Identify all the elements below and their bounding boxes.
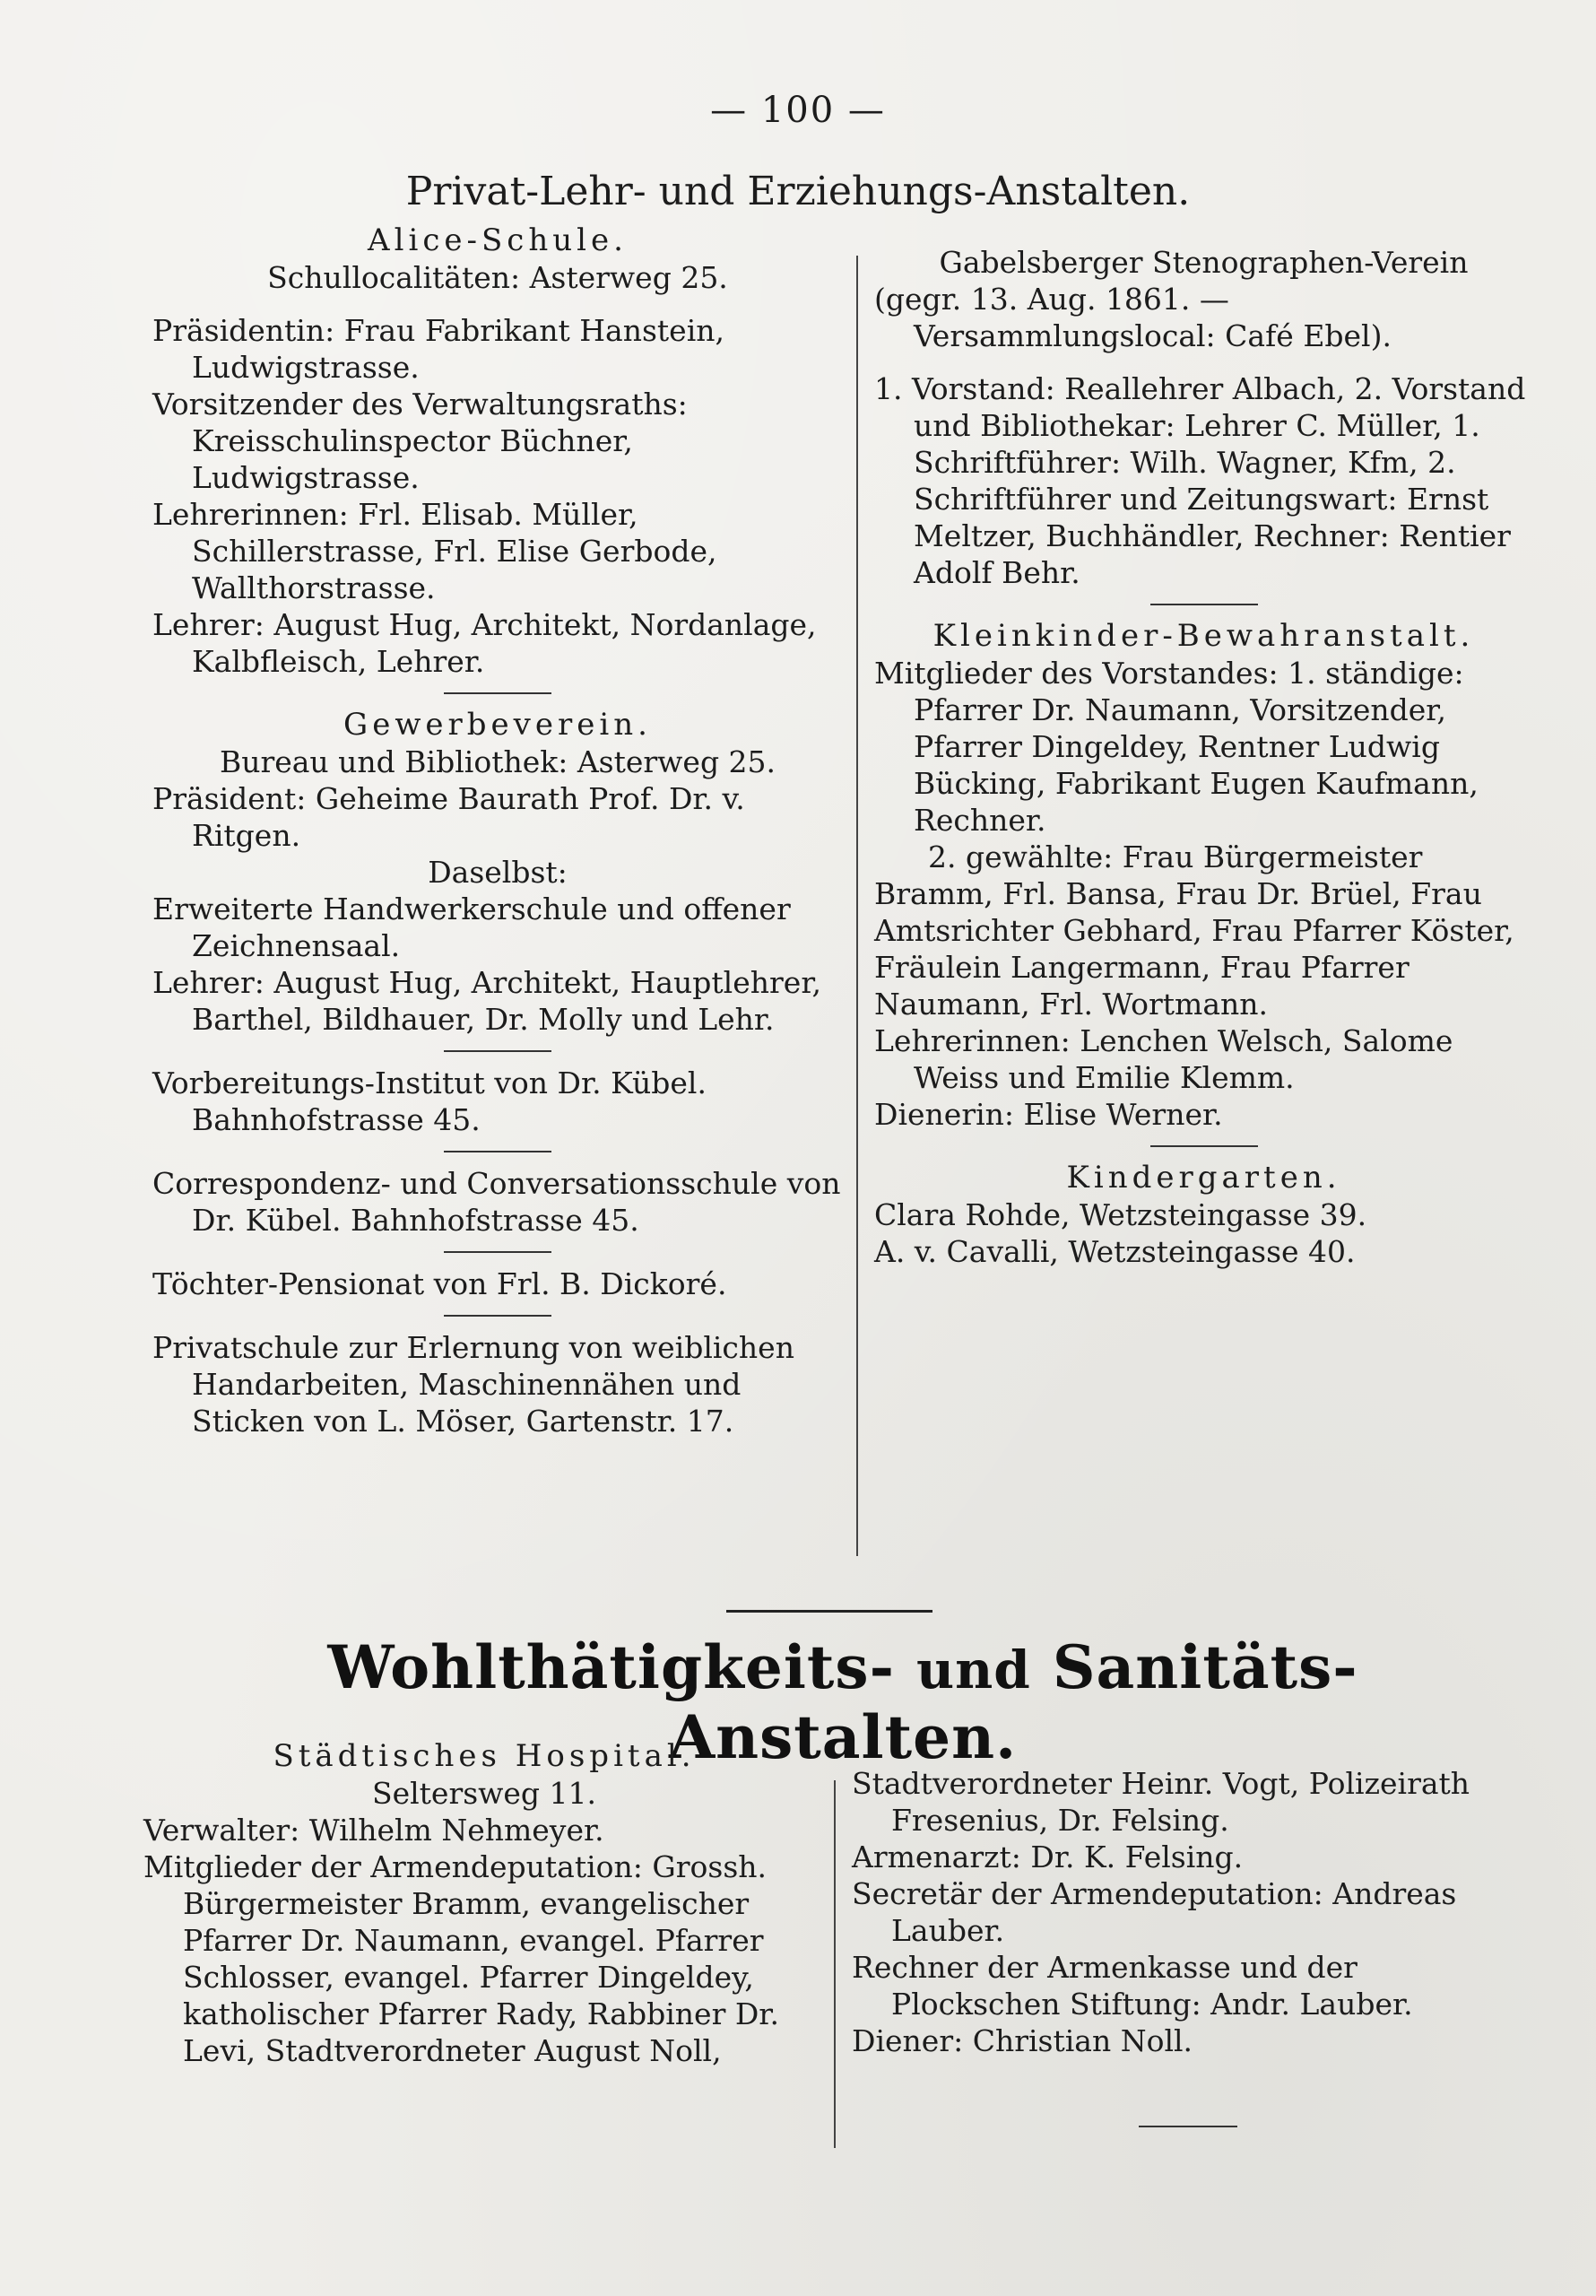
column-divider (834, 1780, 836, 2148)
welfare-secretary: Secretär der Armendeputation: Andreas Lauber. (852, 1876, 1457, 1948)
welfare-continuation: Stadtverordneter Heinr. Vogt, Polizeirath Fresenius, Dr. Felsing. (852, 1766, 1470, 1838)
gabelsberger-board: 1. Vorstand: Reallehrer Albach, 2. Vorstand und Bibliothekar: Lehrer C. Müller, 1. Schriftführer: Wilh. Wagner, Kfm, 2. Schriftführer und Zeitungswart: Ernst Meltzer, Buchhändler, Rechner: Rentier Adolf Behr. (874, 371, 1526, 590)
right-column-welfare (852, 1765, 1515, 2059)
separator (444, 1315, 551, 1317)
right-column-education (874, 244, 1533, 1270)
alice-heading: Alice-Schule. (368, 222, 628, 258)
welfare-doctor: Armenarzt: Dr. K. Felsing. (852, 1839, 1244, 1874)
section-separator (726, 1610, 932, 1613)
gewerbe-bureau: Bureau und Bibliothek: Asterweg 25. (219, 744, 776, 779)
kleinkinder-heading: Kleinkinder-Bewahranstalt. (932, 618, 1475, 654)
separator (1139, 2126, 1237, 2127)
kleinkinder-members-1: Mitglieder des Vorstandes: 1. ständige: Pfarrer Dr. Naumann, Vorsitzender, Pfarrer Dingeldey, Rentner Ludwig Bücking, Fabrikant Eugen Kaufmann, Rechner. (874, 656, 1479, 838)
left-column-welfare (143, 1738, 825, 2069)
kleinkinder-teachers: Lehrerinnen: Lenchen Welsch, Salome Weiss und Emilie Klemm. (874, 1023, 1453, 1095)
separator (444, 1151, 551, 1152)
left-column-education (152, 222, 843, 1439)
spacer (152, 296, 843, 312)
separator (1150, 604, 1258, 605)
welfare-cashier: Rechner der Armenkasse und der Plockschen Stiftung: Andr. Lauber. (852, 1950, 1413, 2022)
column-divider (856, 256, 858, 1556)
section-title-education: Privat-Lehr- und Erziehungs-Anstalten. (405, 169, 1191, 214)
spacer (874, 354, 1533, 370)
hospital-members: Mitglieder der Armendeputation: Grossh. Bürgermeister Bramm, evangelischer Pfarrer Dr. Naumann, evangel. Pfarrer Schlosser, evangel. Pfarrer Dingeldey, katholischer Pfarrer Rady, Rabbiner Dr. Levi, Stadtverordneter August Noll, (143, 1849, 779, 2068)
alice-teachers-female: Lehrerinnen: Frl. Elisab. Müller, Schillerstrasse, Frl. Elise Gerbode, Wallthorstrasse. (152, 497, 717, 605)
hospital-heading: Städtisches Hospital. (273, 1738, 696, 1774)
hospital-admin: Verwalter: Wilhelm Nehmeyer. (143, 1813, 604, 1848)
welfare-title-part-a: Wohlthätigkeits- (327, 1632, 895, 1702)
gewerbe-school: Erweiterte Handwerkerschule und offener Zeichnensaal. (152, 891, 791, 963)
privatschule-entry: Privatschule zur Erlernung von weiblichen Handarbeiten, Maschinennähen und Sticken von L. Möser, Gartenstr. 17. (152, 1330, 794, 1439)
alice-location: Schullocalitäten: Asterweg 25. (267, 260, 728, 295)
toechter-entry: Töchter-Pensionat von Frl. B. Dickoré. (152, 1266, 727, 1301)
gabelsberger-founded: (gegr. 13. Aug. 1861. — Versammlungslocal: Café Ebel). (874, 282, 1392, 353)
gewerbe-president: Präsident: Geheime Baurath Prof. Dr. v. Ritgen. (152, 781, 745, 853)
gewerbe-daselbst: Daselbst: (428, 855, 568, 890)
kleinkinder-members-2: 2. gewählte: Frau Bürgermeister Bramm, Frl. Bansa, Frau Dr. Brüel, Frau Amtsrichter Gebhard, Frau Pfarrer Köster, Fräulein Langermann, Frau Pfarrer Naumann, Frl. Wortmann. (874, 839, 1514, 1022)
welfare-title-und: und (915, 1639, 1031, 1700)
alice-teachers-male: Lehrer: August Hug, Architekt, Nordanlage, Kalbfleisch, Lehrer. (152, 607, 817, 679)
alice-chair: Vorsitzender des Verwaltungsraths: Kreisschulinspector Büchner, Ludwigstrasse. (152, 387, 688, 495)
separator (444, 692, 551, 694)
gewerbe-teachers: Lehrer: August Hug, Architekt, Hauptlehrer, Barthel, Bildhauer, Dr. Molly und Lehr. (152, 965, 821, 1037)
kindergarten-line-2: A. v. Cavalli, Wetzsteingasse 40. (874, 1234, 1356, 1269)
hospital-address: Seltersweg 11. (371, 1776, 597, 1811)
correspondenz-entry: Correspondenz- und Conversationsschule von Dr. Kübel. Bahnhofstrasse 45. (152, 1166, 841, 1238)
welfare-title-part-b: Sanitäts-Anstalten. (668, 1632, 1358, 1772)
kleinkinder-servant: Dienerin: Elise Werner. (874, 1097, 1223, 1132)
vorbereitung-entry: Vorbereitungs-Institut von Dr. Kübel. Bahnhofstrasse 45. (152, 1065, 707, 1137)
kindergarten-line-1: Clara Rohde, Wetzsteingasse 39. (874, 1197, 1367, 1232)
separator (1150, 1145, 1258, 1147)
gabelsberger-heading: Gabelsberger Stenographen-Verein (939, 245, 1469, 280)
gewerbe-heading: Gewerbeverein. (343, 707, 652, 743)
kindergarten-heading: Kindergarten. (1066, 1160, 1341, 1196)
alice-president: Präsidentin: Frau Fabrikant Hanstein, Ludwigstrasse. (152, 313, 725, 385)
separator (444, 1251, 551, 1253)
separator (444, 1050, 551, 1052)
welfare-servant: Diener: Christian Noll. (852, 2023, 1193, 2058)
page-number: — 100 — (710, 90, 886, 131)
